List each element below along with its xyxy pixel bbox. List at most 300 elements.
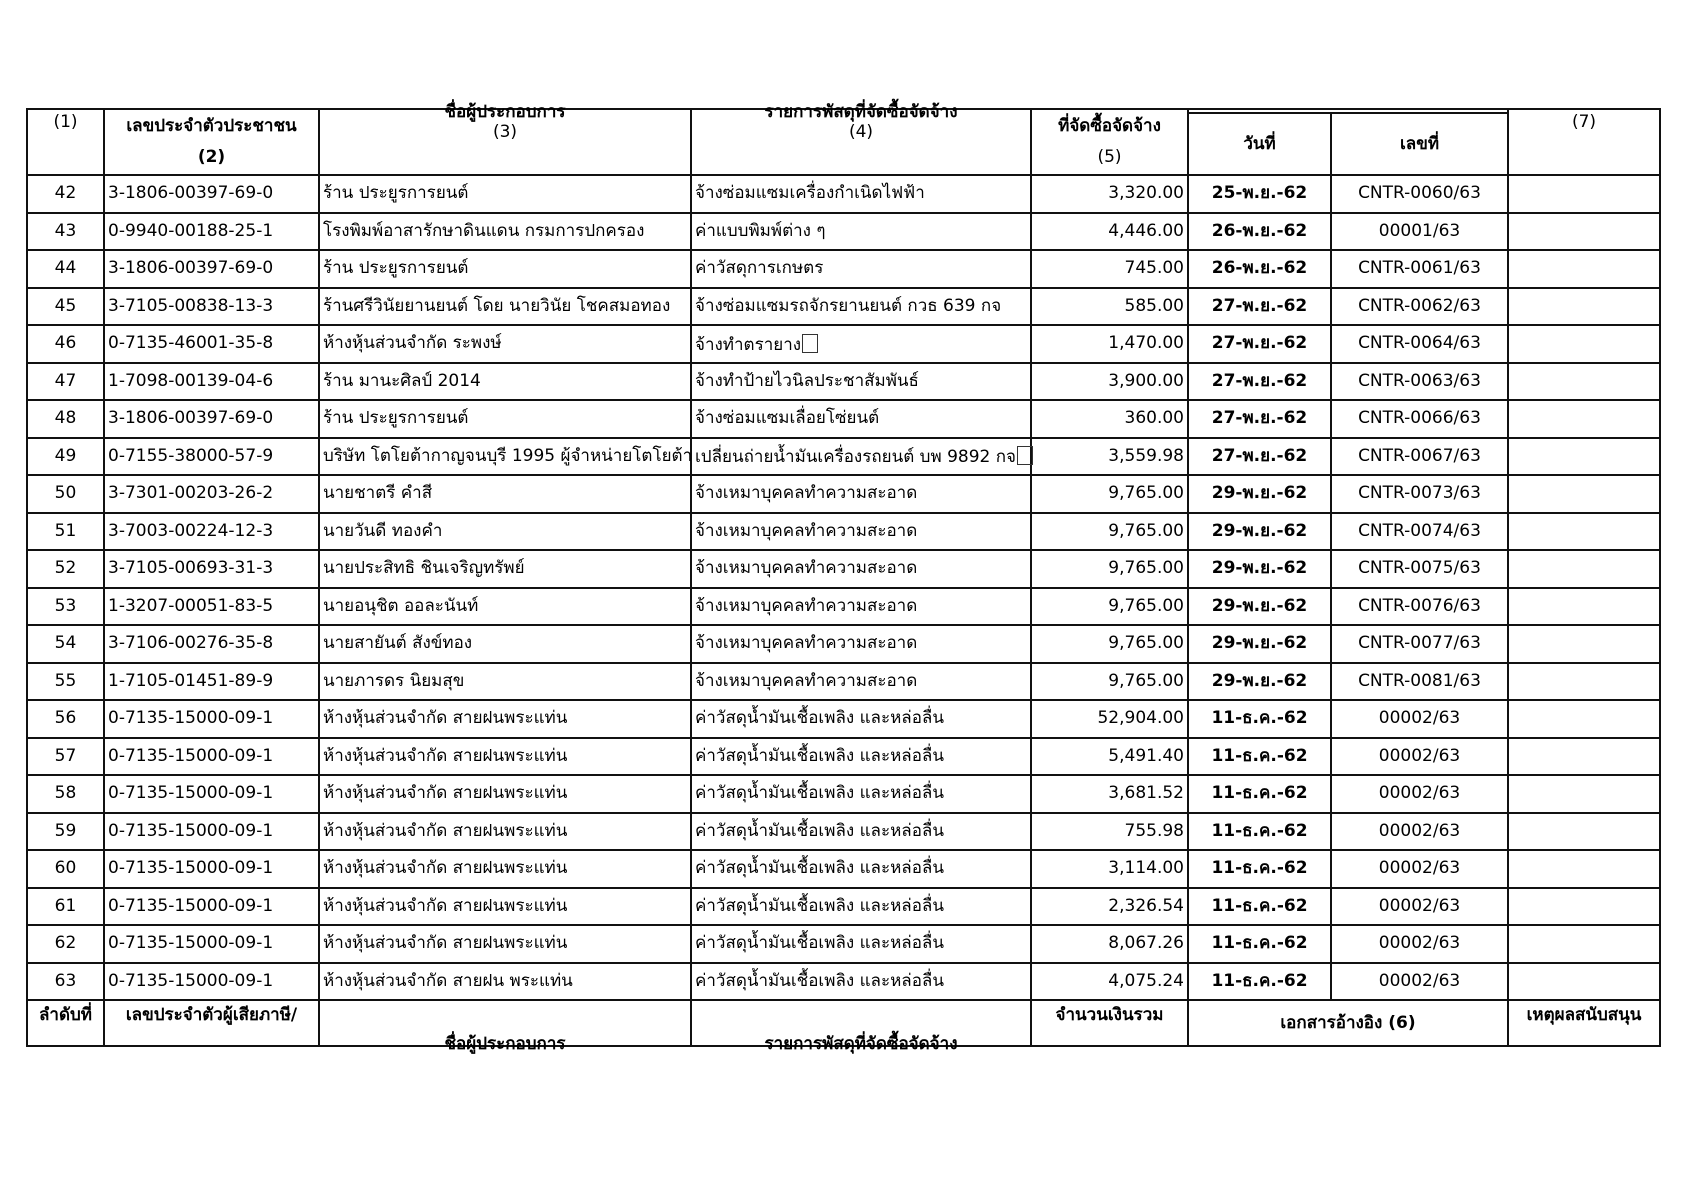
row-remark [1508,288,1660,326]
row-number [27,475,104,513]
row-ref [1331,963,1508,1001]
row-vendor-text: ห้างหุ้นส่วนจำกัด สายฝนพระแท่น [323,858,568,879]
row-number [27,738,104,776]
row-item [691,588,1031,626]
row-item [691,888,1031,926]
row-item [691,175,1031,213]
row-tax-id [104,663,319,701]
procurement-table [26,102,1661,1054]
row-date [1188,738,1331,776]
missing-glyph-icon [1017,446,1033,465]
row-ref-text: 00002/63 [1378,933,1461,954]
row-item-text: จ้างซ่อมแซมเครื่องกำเนิดไฟฟ้า [695,183,925,204]
header-col7-num: (7) [1571,112,1597,132]
row-amount-text: 9,765.00 [1108,633,1184,654]
row-number-text: 46 [54,333,77,354]
row-number-text: 62 [54,933,77,954]
table-row [27,250,1660,288]
row-amount [1031,325,1188,363]
row-item-text: ค่าวัสดุการเกษตร [695,258,824,279]
header-col3-label: ชื่อผู้ประกอบการ [444,102,566,122]
row-date [1188,550,1331,588]
header-col1 [27,109,104,175]
row-date-text: 27-พ.ย.-62 [1211,445,1308,466]
row-tax-id-text: 1-3207-00051-83-5 [108,595,274,616]
table-row [27,775,1660,813]
row-vendor-text: นายอนุชิต ออละนันท์ [323,595,479,616]
row-ref [1331,325,1508,363]
row-ref-text: CNTR-0061/63 [1358,258,1481,279]
row-tax-id-text: 0-7135-15000-09-1 [108,895,274,916]
row-item [691,663,1031,701]
row-tax-id-text: 0-7135-15000-09-1 [108,783,274,804]
row-vendor [319,325,691,363]
row-tax-id [104,963,319,1001]
row-vendor [319,663,691,701]
row-vendor [319,813,691,851]
row-vendor [319,775,691,813]
row-vendor [319,288,691,326]
footer-col2-label: เลขประจำตัวผู้เสียภาษี/ [104,1000,319,1046]
row-amount [1031,250,1188,288]
row-number [27,925,104,963]
row-tax-id-text: 0-7135-15000-09-1 [108,820,274,841]
row-vendor [319,850,691,888]
row-ref [1331,550,1508,588]
row-vendor-text: โรงพิมพ์อาสารักษาดินแดน กรมการปกครอง [323,220,645,241]
row-remark [1508,213,1660,251]
row-number-text: 49 [54,445,77,466]
row-amount-text: 3,900.00 [1108,370,1184,391]
row-amount [1031,288,1188,326]
row-ref-text: CNTR-0077/63 [1358,633,1481,654]
row-item-text: จ้างทำตรายาง [695,334,802,355]
row-item [691,550,1031,588]
row-item [691,438,1031,476]
row-amount [1031,850,1188,888]
table-row [27,850,1660,888]
header-col5 [1031,109,1188,175]
header-col7 [1508,109,1660,175]
row-tax-id [104,325,319,363]
row-number-text: 42 [54,183,77,204]
row-item [691,738,1031,776]
footer-col7-label: เหตุผลสนับสนุน [1508,1000,1660,1046]
row-vendor [319,963,691,1001]
row-item-text: จ้างเหมาบุคคลทำความสะอาด [695,633,918,654]
row-ref [1331,738,1508,776]
row-date [1188,700,1331,738]
row-number [27,513,104,551]
row-vendor-text: บริษัท โตโยต้ากาญจนบุรี 1995 ผู้จำหน่ายโตโยต้า [323,445,693,466]
footer-col1-label: ลำดับที่ [27,1000,104,1046]
header-col3 [319,102,691,175]
row-remark [1508,925,1660,963]
table-row [27,738,1660,776]
row-tax-id [104,775,319,813]
row-ref-text: 00002/63 [1378,970,1461,991]
table-row [27,438,1660,476]
row-tax-id [104,850,319,888]
row-ref [1331,513,1508,551]
missing-glyph-icon [802,334,818,353]
row-vendor [319,475,691,513]
row-date [1188,850,1331,888]
row-amount-text: 52,904.00 [1097,708,1184,729]
row-remark [1508,738,1660,776]
row-number [27,175,104,213]
row-number [27,550,104,588]
table-row [27,663,1660,701]
row-ref-text: CNTR-0075/63 [1358,558,1481,579]
row-date-text: 29-พ.ย.-62 [1211,558,1308,579]
row-date [1188,288,1331,326]
row-date [1188,625,1331,663]
row-remark [1508,363,1660,401]
footer-col3-label: ชื่อผู้ประกอบการ [444,1034,566,1054]
row-remark [1508,775,1660,813]
table-row [27,888,1660,926]
table-row [27,625,1660,663]
row-amount [1031,588,1188,626]
row-tax-id [104,925,319,963]
row-amount [1031,663,1188,701]
row-ref-text: 00002/63 [1378,858,1461,879]
row-ref [1331,400,1508,438]
row-item-text: จ้างทำป้ายไวนิลประชาสัมพันธ์ [695,370,919,391]
row-number-text: 43 [54,220,77,241]
row-date [1188,213,1331,251]
row-ref-text: CNTR-0064/63 [1358,333,1481,354]
row-date [1188,513,1331,551]
row-tax-id-text: 3-7003-00224-12-3 [108,520,274,541]
row-vendor-text: ร้าน ประยูรการยนต์ [323,258,469,279]
header-date: วันที่ [1188,113,1331,175]
table-row [27,175,1660,213]
row-amount [1031,475,1188,513]
row-number-text: 57 [54,745,77,766]
row-number-text: 44 [54,258,77,279]
row-number-text: 48 [54,408,77,429]
row-ref-text: 00002/63 [1378,895,1461,916]
row-number [27,363,104,401]
row-item [691,400,1031,438]
table-row [27,700,1660,738]
row-tax-id [104,588,319,626]
row-ref-text: CNTR-0060/63 [1358,183,1481,204]
row-date-text: 11-ธ.ค.-62 [1211,858,1308,879]
row-vendor-text: ห้างหุ้นส่วนจำกัด ระพงษ์ [323,333,502,354]
row-amount-text: 3,320.00 [1108,183,1184,204]
row-ref [1331,925,1508,963]
row-remark [1508,475,1660,513]
row-remark [1508,588,1660,626]
row-date [1188,400,1331,438]
row-ref-text: CNTR-0067/63 [1358,445,1481,466]
row-item-text: ค่าวัสดุน้ำมันเชื้อเพลิง และหล่อลื่น [695,970,944,991]
row-vendor-text: นายประสิทธิ ชินเจริญทรัพย์ [323,558,525,579]
row-item-text: ค่าวัสดุน้ำมันเชื้อเพลิง และหล่อลื่น [695,933,944,954]
table-row [27,325,1660,363]
row-amount-text: 3,559.98 [1108,445,1184,466]
row-date-text: 25-พ.ย.-62 [1211,183,1308,204]
row-number [27,400,104,438]
table-row [27,513,1660,551]
row-date [1188,963,1331,1001]
row-date-text: 11-ธ.ค.-62 [1211,970,1308,991]
row-tax-id [104,400,319,438]
row-date-text: 27-พ.ย.-62 [1211,408,1308,429]
row-number-text: 55 [54,670,77,691]
row-amount [1031,363,1188,401]
row-tax-id [104,475,319,513]
row-tax-id [104,438,319,476]
row-ref-text: CNTR-0066/63 [1358,408,1481,429]
row-amount-text: 8,067.26 [1108,933,1184,954]
row-tax-id-text: 1-7098-00139-04-6 [108,370,274,391]
row-item-text: จ้างเหมาบุคคลทำความสะอาด [695,670,918,691]
row-vendor-text: ร้าน มานะศิลป์ 2014 [323,370,481,391]
row-date [1188,925,1331,963]
row-date [1188,175,1331,213]
row-vendor [319,925,691,963]
header-col3-num: (3) [492,122,518,142]
row-date-text: 27-พ.ย.-62 [1211,370,1308,391]
row-vendor [319,550,691,588]
row-item [691,475,1031,513]
row-date-text: 27-พ.ย.-62 [1211,295,1308,316]
row-amount [1031,175,1188,213]
row-ref-text: CNTR-0074/63 [1358,520,1481,541]
row-ref-text: 00002/63 [1378,820,1461,841]
row-date-text: 11-ธ.ค.-62 [1211,895,1308,916]
row-remark [1508,325,1660,363]
row-ref [1331,813,1508,851]
header-number: เลขที่ [1331,113,1508,175]
row-amount [1031,400,1188,438]
row-date [1188,325,1331,363]
row-date [1188,588,1331,626]
row-vendor-text: ห้างหุ้นส่วนจำกัด สายฝนพระแท่น [323,745,568,766]
table-row [27,288,1660,326]
row-item [691,813,1031,851]
row-vendor [319,175,691,213]
row-ref [1331,700,1508,738]
table-row [27,363,1660,401]
row-date [1188,775,1331,813]
row-vendor [319,888,691,926]
row-tax-id-text: 0-7135-15000-09-1 [108,858,274,879]
row-item-text: ค่าวัสดุน้ำมันเชื้อเพลิง และหล่อลื่น [695,745,944,766]
row-tax-id-text: 0-7135-15000-09-1 [108,933,274,954]
table-row [27,400,1660,438]
row-number [27,663,104,701]
row-vendor-text: ร้าน ประยูรการยนต์ [323,408,469,429]
row-number [27,288,104,326]
footer-col4 [691,1000,1031,1054]
row-vendor-text: นายชาตรี คำสี [323,483,433,504]
row-amount-text: 9,765.00 [1108,670,1184,691]
row-item [691,288,1031,326]
row-date-text: 11-ธ.ค.-62 [1211,820,1308,841]
row-number [27,888,104,926]
footer-col4-label: รายการพัสดุที่จัดซื้อจัดจ้าง [764,1034,958,1054]
row-vendor [319,700,691,738]
row-date [1188,250,1331,288]
row-remark [1508,888,1660,926]
row-tax-id-text: 3-7301-00203-26-2 [108,483,274,504]
row-amount [1031,925,1188,963]
row-tax-id [104,625,319,663]
row-remark [1508,250,1660,288]
row-remark [1508,175,1660,213]
row-number [27,625,104,663]
row-remark [1508,963,1660,1001]
row-vendor-text: ร้านศรีวินัยยานยนต์ โดย นายวินัย โชคสมอทอง [323,295,671,316]
row-date-text: 29-พ.ย.-62 [1211,595,1308,616]
row-date [1188,363,1331,401]
row-tax-id-text: 3-7106-00276-35-8 [108,633,274,654]
row-date [1188,438,1331,476]
row-tax-id-text: 1-7105-01451-89-9 [108,670,274,691]
row-number-text: 51 [54,520,77,541]
row-item-text: ค่าแบบพิมพ์ต่าง ๆ [695,220,826,241]
row-tax-id-text: 0-9940-00188-25-1 [108,220,274,241]
procurement-table-sheet [26,102,1659,1054]
row-item [691,363,1031,401]
header-col4-num: (4) [848,122,874,142]
header-col2-num: (2) [197,147,226,167]
row-vendor [319,738,691,776]
row-amount [1031,625,1188,663]
row-amount-text: 9,765.00 [1108,558,1184,579]
row-amount-text: 9,765.00 [1108,483,1184,504]
row-remark [1508,625,1660,663]
row-item-text: จ้างเหมาบุคคลทำความสะอาด [695,595,918,616]
row-ref-text: 00002/63 [1378,745,1461,766]
row-ref [1331,175,1508,213]
row-tax-id [104,888,319,926]
row-date-text: 29-พ.ย.-62 [1211,670,1308,691]
row-item [691,250,1031,288]
row-tax-id-text: 3-7105-00838-13-3 [108,295,274,316]
row-tax-id [104,700,319,738]
row-date [1188,475,1331,513]
row-item [691,775,1031,813]
row-amount-text: 1,470.00 [1108,333,1184,354]
row-ref-text: CNTR-0073/63 [1358,483,1481,504]
row-amount [1031,738,1188,776]
row-tax-id [104,550,319,588]
row-ref [1331,775,1508,813]
row-ref-text: CNTR-0063/63 [1358,370,1481,391]
row-ref-text: 00001/63 [1378,220,1461,241]
row-date-text: 11-ธ.ค.-62 [1211,708,1308,729]
table-row [27,813,1660,851]
row-remark [1508,550,1660,588]
row-remark [1508,850,1660,888]
row-amount-text: 9,765.00 [1108,595,1184,616]
row-item [691,213,1031,251]
row-number [27,213,104,251]
row-ref [1331,888,1508,926]
row-number [27,438,104,476]
row-vendor-text: ห้างหุ้นส่วนจำกัด สายฝนพระแท่น [323,820,568,841]
row-remark [1508,513,1660,551]
row-item [691,625,1031,663]
table-body [27,175,1660,1000]
row-ref-text: CNTR-0081/63 [1358,670,1481,691]
table-row [27,213,1660,251]
row-vendor-text: นายวันดี ทองคำ [323,520,443,541]
row-ref-text: CNTR-0062/63 [1358,295,1481,316]
row-item [691,325,1031,363]
row-number-text: 56 [54,708,77,729]
row-tax-id-text: 0-7135-46001-35-8 [108,333,274,354]
row-vendor [319,588,691,626]
row-number-text: 50 [54,483,77,504]
header-col5-num: (5) [1097,147,1122,167]
row-number-text: 61 [54,895,77,916]
row-amount-text: 745.00 [1124,258,1184,279]
footer-header-row [27,1000,1660,1046]
row-vendor [319,513,691,551]
header-col5-label: ที่จัดซื้อจัดจ้าง [1058,116,1161,136]
row-date [1188,888,1331,926]
row-item-text: ค่าวัสดุน้ำมันเชื้อเพลิง และหล่อลื่น [695,708,944,729]
row-amount [1031,438,1188,476]
row-vendor-text: ร้าน ประยูรการยนต์ [323,183,469,204]
row-ref [1331,438,1508,476]
row-remark [1508,663,1660,701]
row-ref [1331,625,1508,663]
row-remark [1508,400,1660,438]
row-vendor [319,400,691,438]
row-number-text: 60 [54,858,77,879]
row-vendor-text: นายสายันต์ สังข์ทอง [323,633,473,654]
row-tax-id-text: 3-1806-00397-69-0 [108,183,274,204]
header-col1-num: (1) [53,112,78,132]
row-amount-text: 5,491.40 [1108,745,1184,766]
row-number-text: 63 [54,970,77,991]
row-ref [1331,588,1508,626]
row-tax-id [104,175,319,213]
row-tax-id [104,738,319,776]
header-col2 [104,109,319,175]
row-vendor-text: ห้างหุ้นส่วนจำกัด สายฝนพระแท่น [323,708,568,729]
row-vendor [319,363,691,401]
row-number-text: 58 [54,783,77,804]
row-amount [1031,813,1188,851]
row-vendor-text: นายภารดร นิยมสุข [323,670,465,691]
row-number [27,775,104,813]
row-date-text: 29-พ.ย.-62 [1211,483,1308,504]
row-date-text: 29-พ.ย.-62 [1211,520,1308,541]
row-number-text: 52 [54,558,77,579]
header-col4 [691,102,1031,175]
row-item-text: ค่าวัสดุน้ำมันเชื้อเพลิง และหล่อลื่น [695,783,944,804]
row-item [691,700,1031,738]
row-item [691,513,1031,551]
row-vendor-text: ห้างหุ้นส่วนจำกัด สายฝนพระแท่น [323,933,568,954]
row-item-text: เปลี่ยนถ่ายน้ำมันเครื่องรถยนต์ บพ 9892 กจ [695,447,1016,468]
row-number [27,700,104,738]
row-tax-id-text: 0-7135-15000-09-1 [108,745,274,766]
footer-col3 [319,1000,691,1054]
header-col4-label: รายการพัสดุที่จัดซื้อจัดจ้าง [764,102,958,122]
table-row [27,925,1660,963]
row-item-text: จ้างซ่อมแซมเลื่อยโซ่ยนต์ [695,408,880,429]
